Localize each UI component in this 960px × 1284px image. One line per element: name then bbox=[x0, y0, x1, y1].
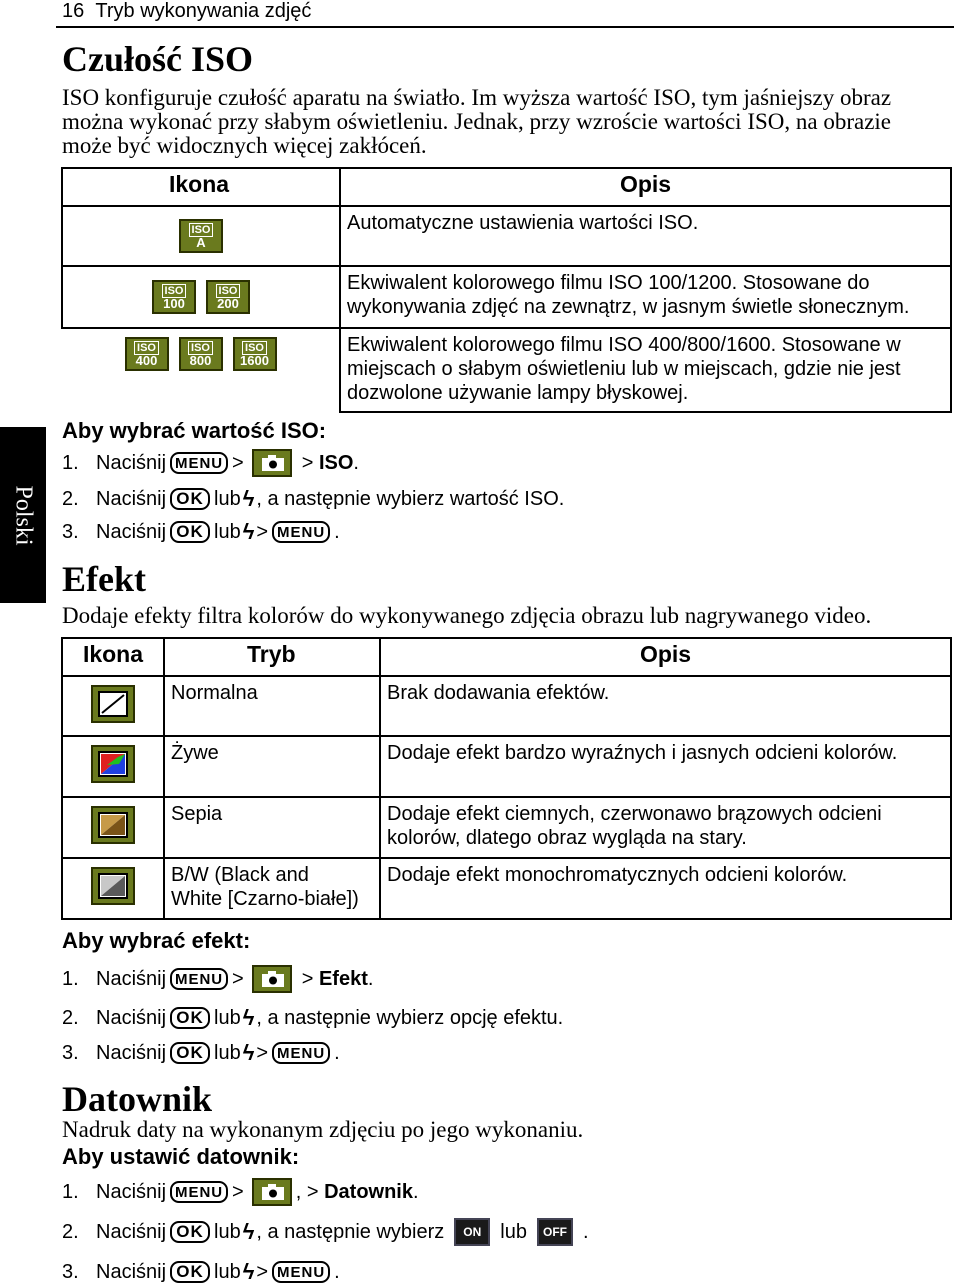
desc-line: Dodaje efekt monochromatycznych odcieni kolorów. bbox=[387, 864, 848, 886]
bw-effect-icon bbox=[91, 867, 135, 905]
date-title: Datownik bbox=[62, 1079, 213, 1119]
step-text: lub bbox=[214, 1260, 241, 1283]
step-target: Efekt bbox=[318, 967, 368, 990]
step-text: Naciśnij bbox=[96, 967, 167, 990]
page-header bbox=[62, 0, 311, 23]
date-step-3 bbox=[62, 1257, 340, 1284]
effect-table bbox=[61, 637, 952, 920]
date-step-2 bbox=[62, 1217, 589, 1247]
step-number: 2. bbox=[62, 1006, 79, 1029]
menu-button-icon: MENU bbox=[272, 1042, 330, 1064]
desc-line: Ekwiwalent kolorowego filmu ISO 100/1200. Stosowane do bbox=[347, 272, 870, 294]
header-rule bbox=[56, 26, 954, 28]
iso-intro-line: może być widocznych więcej zakłóceń. bbox=[62, 133, 427, 158]
effect-row-icon bbox=[62, 858, 164, 919]
step-sep: > bbox=[256, 1041, 269, 1064]
step-text: Naciśnij bbox=[96, 1180, 167, 1203]
language-tab bbox=[0, 427, 46, 603]
step-number: 1. bbox=[62, 1180, 79, 1203]
menu-button-icon: MENU bbox=[170, 452, 228, 474]
step-sep: > bbox=[232, 451, 244, 474]
iso-row-icons bbox=[62, 328, 340, 412]
step-number: 3. bbox=[62, 1041, 79, 1064]
step-text: Naciśnij bbox=[96, 1041, 167, 1064]
ok-button-icon: OK bbox=[170, 1261, 210, 1283]
step-text: lub bbox=[214, 520, 241, 543]
effect-row-icon bbox=[62, 676, 164, 736]
language-tab-label: Polski bbox=[10, 484, 37, 546]
date-intro: Nadruk daty na wykonanym zdjęciu po jego wykonaniu. bbox=[62, 1117, 584, 1142]
desc-line: dozwolone używanie lampy błyskowej. bbox=[347, 382, 689, 404]
step-sep: > bbox=[256, 520, 269, 543]
iso-table bbox=[61, 167, 952, 413]
vivid-effect-icon bbox=[91, 745, 135, 783]
effect-howto-title: Aby wybrać efekt: bbox=[62, 928, 251, 953]
step-number: 3. bbox=[62, 520, 79, 543]
iso-intro-line: ISO konfiguruje czułość aparatu na światło. Im wyższa wartość ISO, tym jaśniejszy obraz bbox=[62, 85, 892, 110]
page-number: 16 bbox=[62, 0, 85, 22]
step-target: ISO bbox=[318, 451, 354, 474]
date-on-icon: ON bbox=[454, 1218, 490, 1246]
step-text: Naciśnij bbox=[96, 487, 167, 510]
mode-line: Normalna bbox=[171, 682, 258, 704]
step-end: . bbox=[334, 520, 340, 543]
iso-col-icon: Ikona bbox=[62, 168, 340, 206]
step-number: 2. bbox=[62, 487, 79, 510]
effect-step-3 bbox=[62, 1038, 340, 1068]
step-text: , a następnie wybierz bbox=[256, 1220, 445, 1243]
mode-line: Żywe bbox=[171, 742, 219, 764]
desc-line: Brak dodawania efektów. bbox=[387, 682, 610, 704]
step-text: lub bbox=[214, 487, 241, 510]
iso-step-1 bbox=[62, 448, 359, 478]
iso-200-icon: ISO 200 bbox=[206, 280, 250, 314]
effect-col-desc: Opis bbox=[380, 638, 951, 676]
step-sep: > bbox=[301, 451, 314, 474]
flash-icon: ϟ bbox=[242, 519, 255, 544]
effect-row-desc bbox=[380, 736, 951, 797]
flash-icon: ϟ bbox=[242, 1219, 255, 1244]
step-text: Naciśnij bbox=[96, 1006, 167, 1029]
ok-button-icon: OK bbox=[170, 1221, 210, 1243]
desc-line: Automatyczne ustawienia wartości ISO. bbox=[347, 212, 699, 234]
iso-row-desc bbox=[340, 328, 951, 412]
step-end: . bbox=[353, 451, 359, 474]
step-number: 1. bbox=[62, 967, 79, 990]
effect-row-icon bbox=[62, 797, 164, 858]
effect-row-mode bbox=[164, 676, 380, 736]
flash-icon: ϟ bbox=[242, 1040, 255, 1065]
step-text: Naciśnij bbox=[96, 451, 167, 474]
camera-icon bbox=[252, 449, 292, 477]
step-text: , a następnie wybierz opcję efektu. bbox=[256, 1006, 564, 1029]
ok-button-icon: OK bbox=[170, 1007, 210, 1029]
effect-row-mode bbox=[164, 797, 380, 858]
step-sep: > bbox=[232, 1180, 244, 1203]
desc-line: kolorów, dlatego obraz wygląda na stary. bbox=[387, 827, 747, 849]
mode-line: B/W (Black and bbox=[171, 864, 309, 886]
iso-row-icons bbox=[62, 266, 340, 328]
effect-step-2 bbox=[62, 1003, 563, 1033]
step-end: . bbox=[582, 1220, 589, 1243]
step-sep: > bbox=[306, 1180, 319, 1203]
date-howto-title: Aby ustawić datownik: bbox=[62, 1144, 300, 1169]
desc-line: miejscach o słabym oświetleniu lub w miejscach, gdzie nie jest bbox=[347, 358, 901, 380]
desc-line: wykonywania zdjęć na zewnątrz, w jasnym świetle słonecznym. bbox=[347, 296, 910, 318]
ok-button-icon: OK bbox=[170, 1042, 210, 1064]
effect-row-icon bbox=[62, 736, 164, 797]
normal-effect-icon bbox=[91, 685, 135, 723]
iso-title: Czułość ISO bbox=[62, 39, 254, 79]
iso-intro bbox=[62, 86, 891, 158]
iso-row-icons bbox=[62, 206, 340, 266]
desc-line: Dodaje efekt ciemnych, czerwonawo brązowych odcieni bbox=[387, 803, 882, 825]
date-off-icon: OFF bbox=[537, 1218, 573, 1246]
date-step-1: 1. Naciśnij MENU > , > Datownik . bbox=[62, 1177, 419, 1207]
effect-row-mode bbox=[164, 858, 380, 919]
step-text: Naciśnij bbox=[96, 1260, 167, 1283]
iso-row-desc bbox=[340, 266, 951, 328]
mode-line: Sepia bbox=[171, 803, 223, 825]
iso-1600-icon: ISO 1600 bbox=[233, 337, 277, 371]
step-target: Datownik bbox=[324, 1180, 413, 1203]
step-sep: > bbox=[301, 967, 314, 990]
iso-step-2 bbox=[62, 484, 564, 514]
step-text: lub bbox=[500, 1220, 527, 1243]
flash-icon: ϟ bbox=[242, 1005, 255, 1030]
effect-row-desc bbox=[380, 676, 951, 736]
menu-button-icon: MENU bbox=[170, 1181, 228, 1203]
iso-howto-title: Aby wybrać wartość ISO: bbox=[62, 418, 327, 443]
iso-step-3 bbox=[62, 517, 340, 547]
step-text: Naciśnij bbox=[96, 520, 167, 543]
step-end: . bbox=[334, 1041, 340, 1064]
step-number: 2. bbox=[62, 1220, 79, 1243]
flash-icon: ϟ bbox=[242, 1259, 255, 1284]
menu-button-icon: MENU bbox=[272, 521, 330, 543]
step-text: lub bbox=[214, 1006, 241, 1029]
effect-row-desc bbox=[380, 797, 951, 858]
effect-row-desc bbox=[380, 858, 951, 919]
effect-col-icon: Ikona bbox=[62, 638, 164, 676]
effect-intro: Dodaje efekty filtra kolorów do wykonywanego zdjęcia obrazu lub nagrywanego video. bbox=[62, 603, 872, 628]
camera-icon bbox=[252, 1178, 292, 1206]
section-title: Tryb wykonywania zdjęć bbox=[95, 0, 312, 22]
step-text: lub bbox=[214, 1041, 241, 1064]
desc-line: Dodaje efekt bardzo wyraźnych i jasnych odcieni kolorów. bbox=[387, 742, 898, 764]
sepia-effect-icon bbox=[91, 806, 135, 844]
iso-800-icon: ISO 800 bbox=[179, 337, 223, 371]
step-text: , a następnie wybierz wartość ISO. bbox=[256, 487, 565, 510]
step-end: . bbox=[334, 1260, 340, 1283]
effect-title: Efekt bbox=[62, 559, 146, 599]
iso-auto-icon: ISO A bbox=[179, 219, 223, 253]
step-sep: > bbox=[232, 967, 244, 990]
menu-button-icon: MENU bbox=[170, 968, 228, 990]
mode-line: White [Czarno-białe]) bbox=[171, 888, 359, 910]
effect-col-mode: Tryb bbox=[164, 638, 380, 676]
desc-line: Ekwiwalent kolorowego filmu ISO 400/800/1600. Stosowane w bbox=[347, 334, 901, 356]
effect-row-mode bbox=[164, 736, 380, 797]
step-number: 3. bbox=[62, 1260, 79, 1283]
camera-icon bbox=[252, 965, 292, 993]
ok-button-icon: OK bbox=[170, 488, 210, 510]
menu-button-icon: MENU bbox=[272, 1261, 330, 1283]
iso-400-icon: ISO 400 bbox=[125, 337, 169, 371]
step-text: lub bbox=[214, 1220, 241, 1243]
iso-100-icon: ISO 100 bbox=[152, 280, 196, 314]
iso-intro-line: można wykonać przy słabym oświetleniu. Jednak, przy wzroście wartości ISO, na obrazie bbox=[62, 109, 892, 134]
ok-button-icon: OK bbox=[170, 521, 210, 543]
effect-step-1 bbox=[62, 964, 373, 994]
step-end: . bbox=[413, 1180, 419, 1203]
iso-row-desc bbox=[340, 206, 951, 266]
step-number: 1. bbox=[62, 451, 79, 474]
iso-col-desc: Opis bbox=[340, 168, 951, 206]
step-sep: > bbox=[256, 1260, 269, 1283]
step-end: . bbox=[367, 967, 374, 990]
step-text: Naciśnij bbox=[96, 1220, 167, 1243]
flash-icon: ϟ bbox=[242, 486, 255, 511]
